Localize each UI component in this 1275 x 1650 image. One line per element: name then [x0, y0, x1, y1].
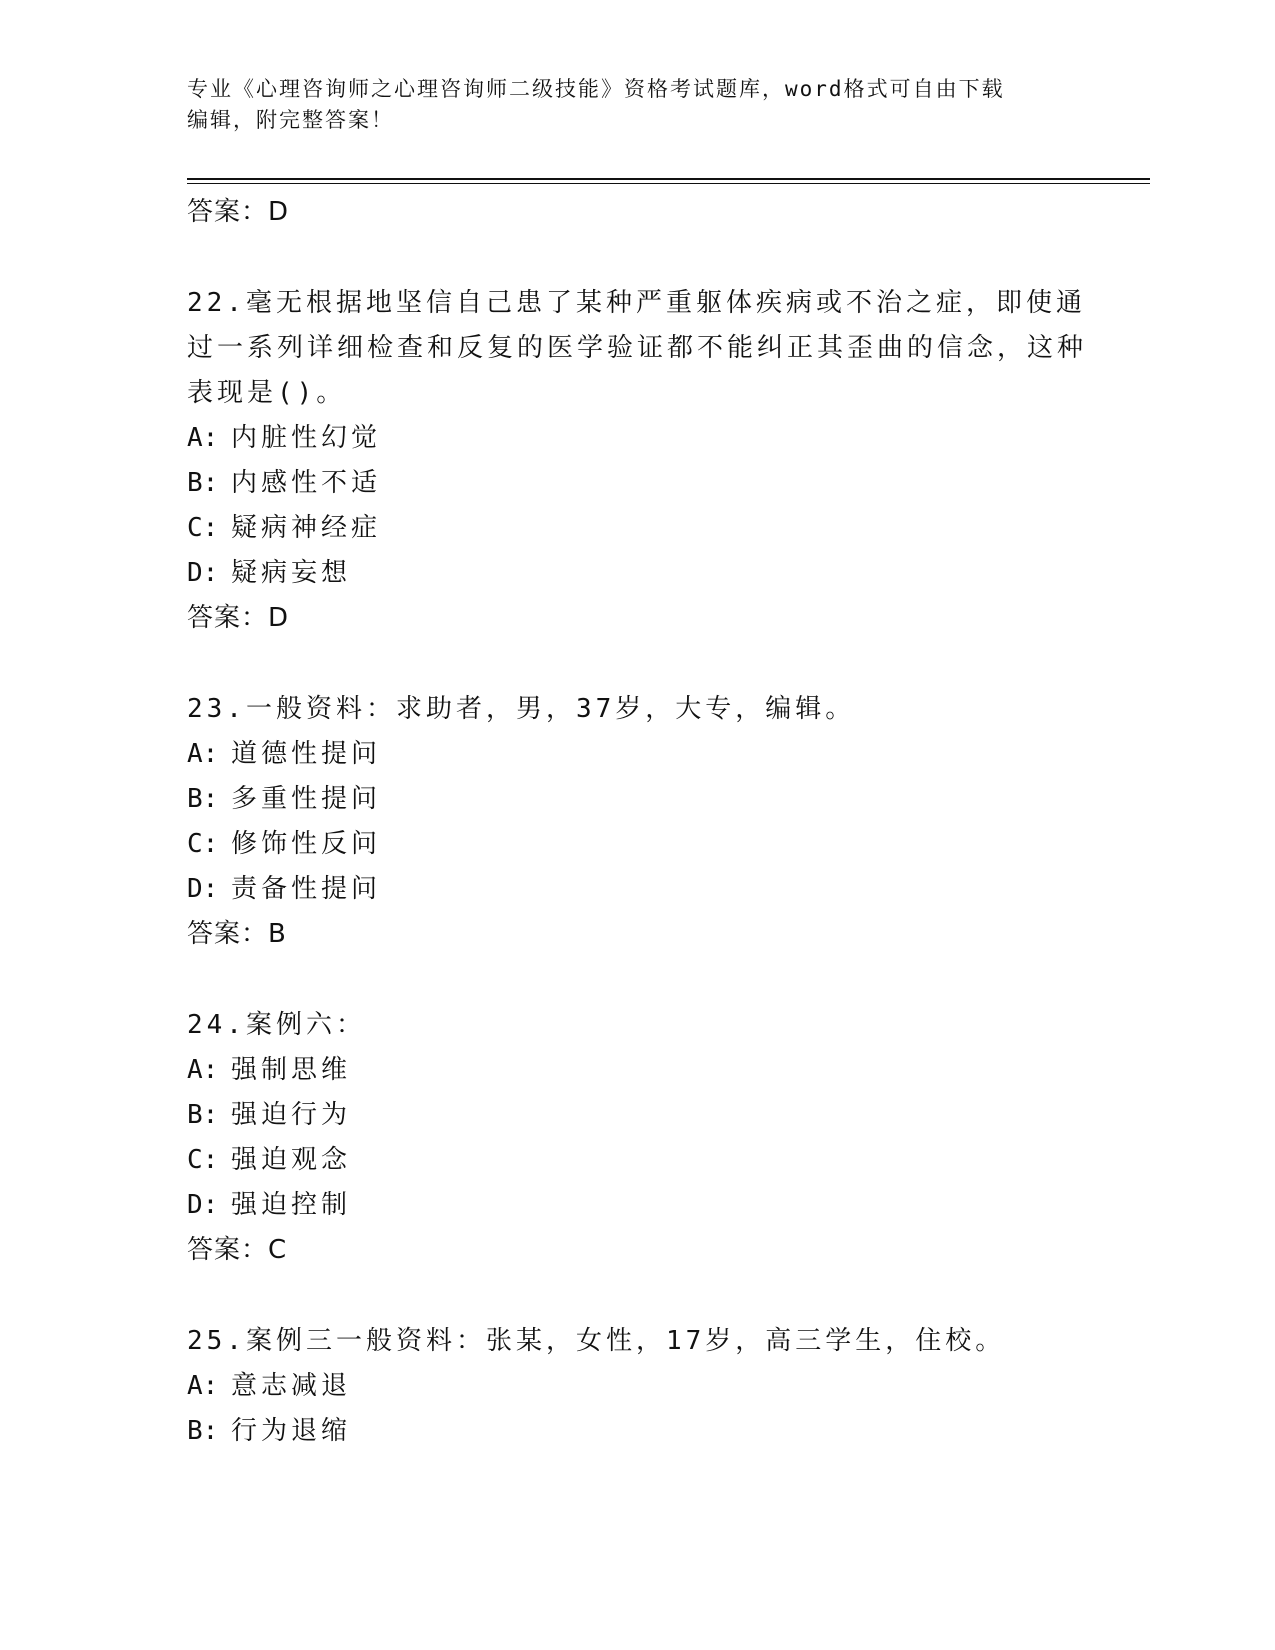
- question-25: [187, 1319, 1087, 1454]
- question-text: 一般资料：求助者，男，37岁，大专，编辑。: [245, 694, 856, 724]
- option-text: 道德性提问: [231, 739, 382, 769]
- option-d: [187, 867, 1087, 912]
- spacer: [187, 235, 1087, 281]
- option-letter: C:: [187, 1145, 219, 1175]
- option-letter: A:: [187, 1055, 219, 1085]
- spacer: [187, 1273, 1087, 1319]
- option-a: [187, 416, 1087, 461]
- question-number: 23.: [187, 694, 246, 724]
- option-letter: B:: [187, 1416, 219, 1446]
- option-d: [187, 551, 1087, 596]
- option-text: 强迫行为: [231, 1100, 352, 1130]
- question-22: [187, 281, 1087, 641]
- option-text: 内感性不适: [231, 468, 382, 498]
- header-rule-thick: [187, 178, 1150, 180]
- option-letter: D:: [187, 558, 219, 588]
- option-a: [187, 1364, 1087, 1409]
- option-text: 修饰性反问: [231, 829, 382, 859]
- question-text: 毫无根据地坚信自己患了某种严重躯体疾病或不治之症，即使通过一系列详细检查和反复的医学验证都不能纠正其歪曲的信念，这种表现是()。: [187, 288, 1088, 408]
- question-number: 24.: [187, 1010, 246, 1040]
- option-c: [187, 1138, 1087, 1183]
- option-letter: C:: [187, 829, 219, 859]
- option-text: 内脏性幻觉: [231, 423, 382, 453]
- question-stem: [187, 687, 1087, 732]
- option-b: [187, 1093, 1087, 1138]
- question-stem: [187, 1003, 1087, 1048]
- option-letter: D:: [187, 874, 219, 904]
- header-rule-thin: [187, 183, 1150, 184]
- option-a: [187, 1048, 1087, 1093]
- question-stem: [187, 1319, 1087, 1364]
- option-text: 多重性提问: [231, 784, 382, 814]
- option-letter: B:: [187, 468, 219, 498]
- header-line-1: 专业《心理咨询师之心理咨询师二级技能》资格考试题库，word格式可自由下载: [187, 77, 1005, 101]
- page-header: [187, 74, 1087, 136]
- option-letter: A:: [187, 1371, 219, 1401]
- answer-line: 答案：D: [187, 603, 290, 633]
- question-23: [187, 687, 1087, 957]
- option-letter: B:: [187, 784, 219, 814]
- question-number: 25.: [187, 1326, 246, 1356]
- answer-line: 答案：D: [187, 197, 290, 227]
- option-b: [187, 1409, 1087, 1454]
- question-24: [187, 1003, 1087, 1273]
- option-text: 疑病神经症: [231, 513, 382, 543]
- option-text: 行为退缩: [231, 1416, 352, 1446]
- option-text: 疑病妄想: [231, 558, 352, 588]
- option-text: 责备性提问: [231, 874, 382, 904]
- option-letter: A:: [187, 423, 219, 453]
- option-text: 强迫控制: [231, 1190, 352, 1220]
- option-letter: C:: [187, 513, 219, 543]
- spacer: [187, 957, 1087, 1003]
- question-text: 案例三一般资料：张某，女性，17岁，高三学生，住校。: [245, 1326, 1006, 1356]
- question-number: 22.: [187, 288, 246, 318]
- header-line-2: 编辑，附完整答案！: [187, 108, 394, 132]
- option-b: [187, 777, 1087, 822]
- question-text: 案例六：: [245, 1010, 366, 1040]
- option-letter: B:: [187, 1100, 219, 1130]
- option-b: [187, 461, 1087, 506]
- question-stem: [187, 281, 1087, 416]
- question-list: [187, 190, 1087, 1454]
- option-text: 强制思维: [231, 1055, 352, 1085]
- option-letter: A:: [187, 739, 219, 769]
- option-letter: D:: [187, 1190, 219, 1220]
- option-a: [187, 732, 1087, 777]
- option-text: 意志减退: [231, 1371, 352, 1401]
- answer-line: 答案：B: [187, 919, 287, 949]
- answer-line: 答案：C: [187, 1235, 288, 1265]
- option-c: [187, 506, 1087, 551]
- option-text: 强迫观念: [231, 1145, 352, 1175]
- option-c: [187, 822, 1087, 867]
- spacer: [187, 641, 1087, 687]
- option-d: [187, 1183, 1087, 1228]
